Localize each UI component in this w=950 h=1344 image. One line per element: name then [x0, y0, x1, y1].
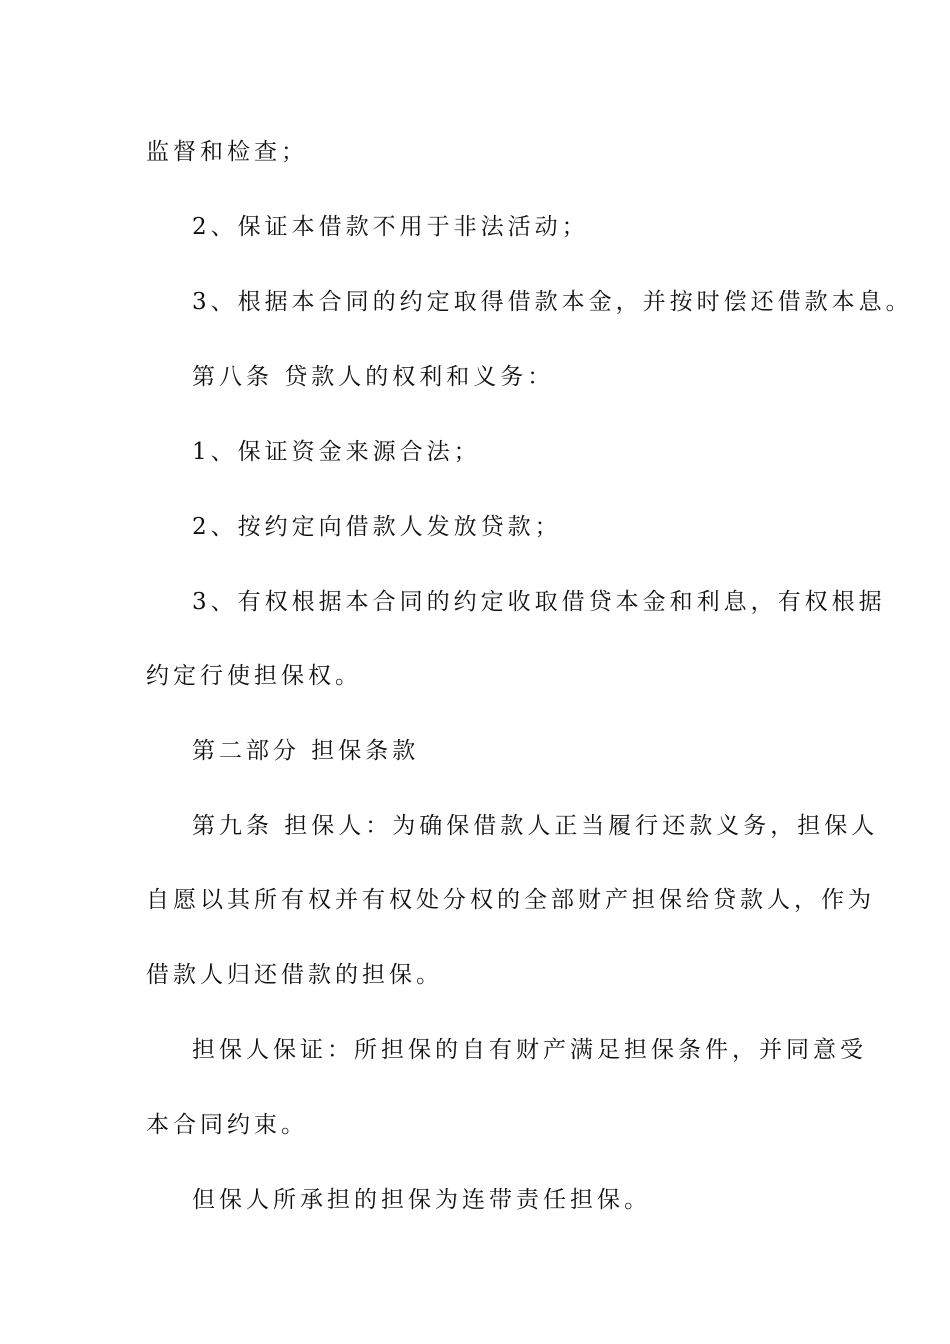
section-heading: 第九条 担保人：为确保借款人正当履行还款义务，担保人: [192, 813, 879, 839]
text-line: 借款人归还借款的担保。: [146, 962, 443, 988]
text-line: 1、保证资金来源合法；: [192, 439, 481, 465]
part-heading: 第二部分 担保条款: [192, 738, 420, 764]
text-line: 自愿以其所有权并有权处分权的全部财产担保给贷款人，作为: [146, 887, 875, 913]
text-line: 2、按约定向借款人发放贷款；: [192, 514, 562, 540]
text-line: 3、根据本合同的约定取得借款本金，并按时偿还借款本息。: [192, 289, 913, 315]
text-line: 本合同约束。: [146, 1112, 308, 1138]
text-line: 3、有权根据本合同的约定收取借贷本金和利息，有权根据: [192, 589, 886, 615]
text-line: 2、保证本借款不用于非法活动；: [192, 214, 589, 240]
text-line: 担保人保证：所担保的自有财产满足担保条件，并同意受: [192, 1037, 867, 1063]
text-line: 监督和检查；: [146, 139, 308, 165]
text-line: 约定行使担保权。: [146, 663, 362, 689]
text-line: 但保人所承担的担保为连带责任担保。: [192, 1187, 651, 1213]
section-heading: 第八条 贷款人的权利和义务：: [192, 364, 555, 390]
